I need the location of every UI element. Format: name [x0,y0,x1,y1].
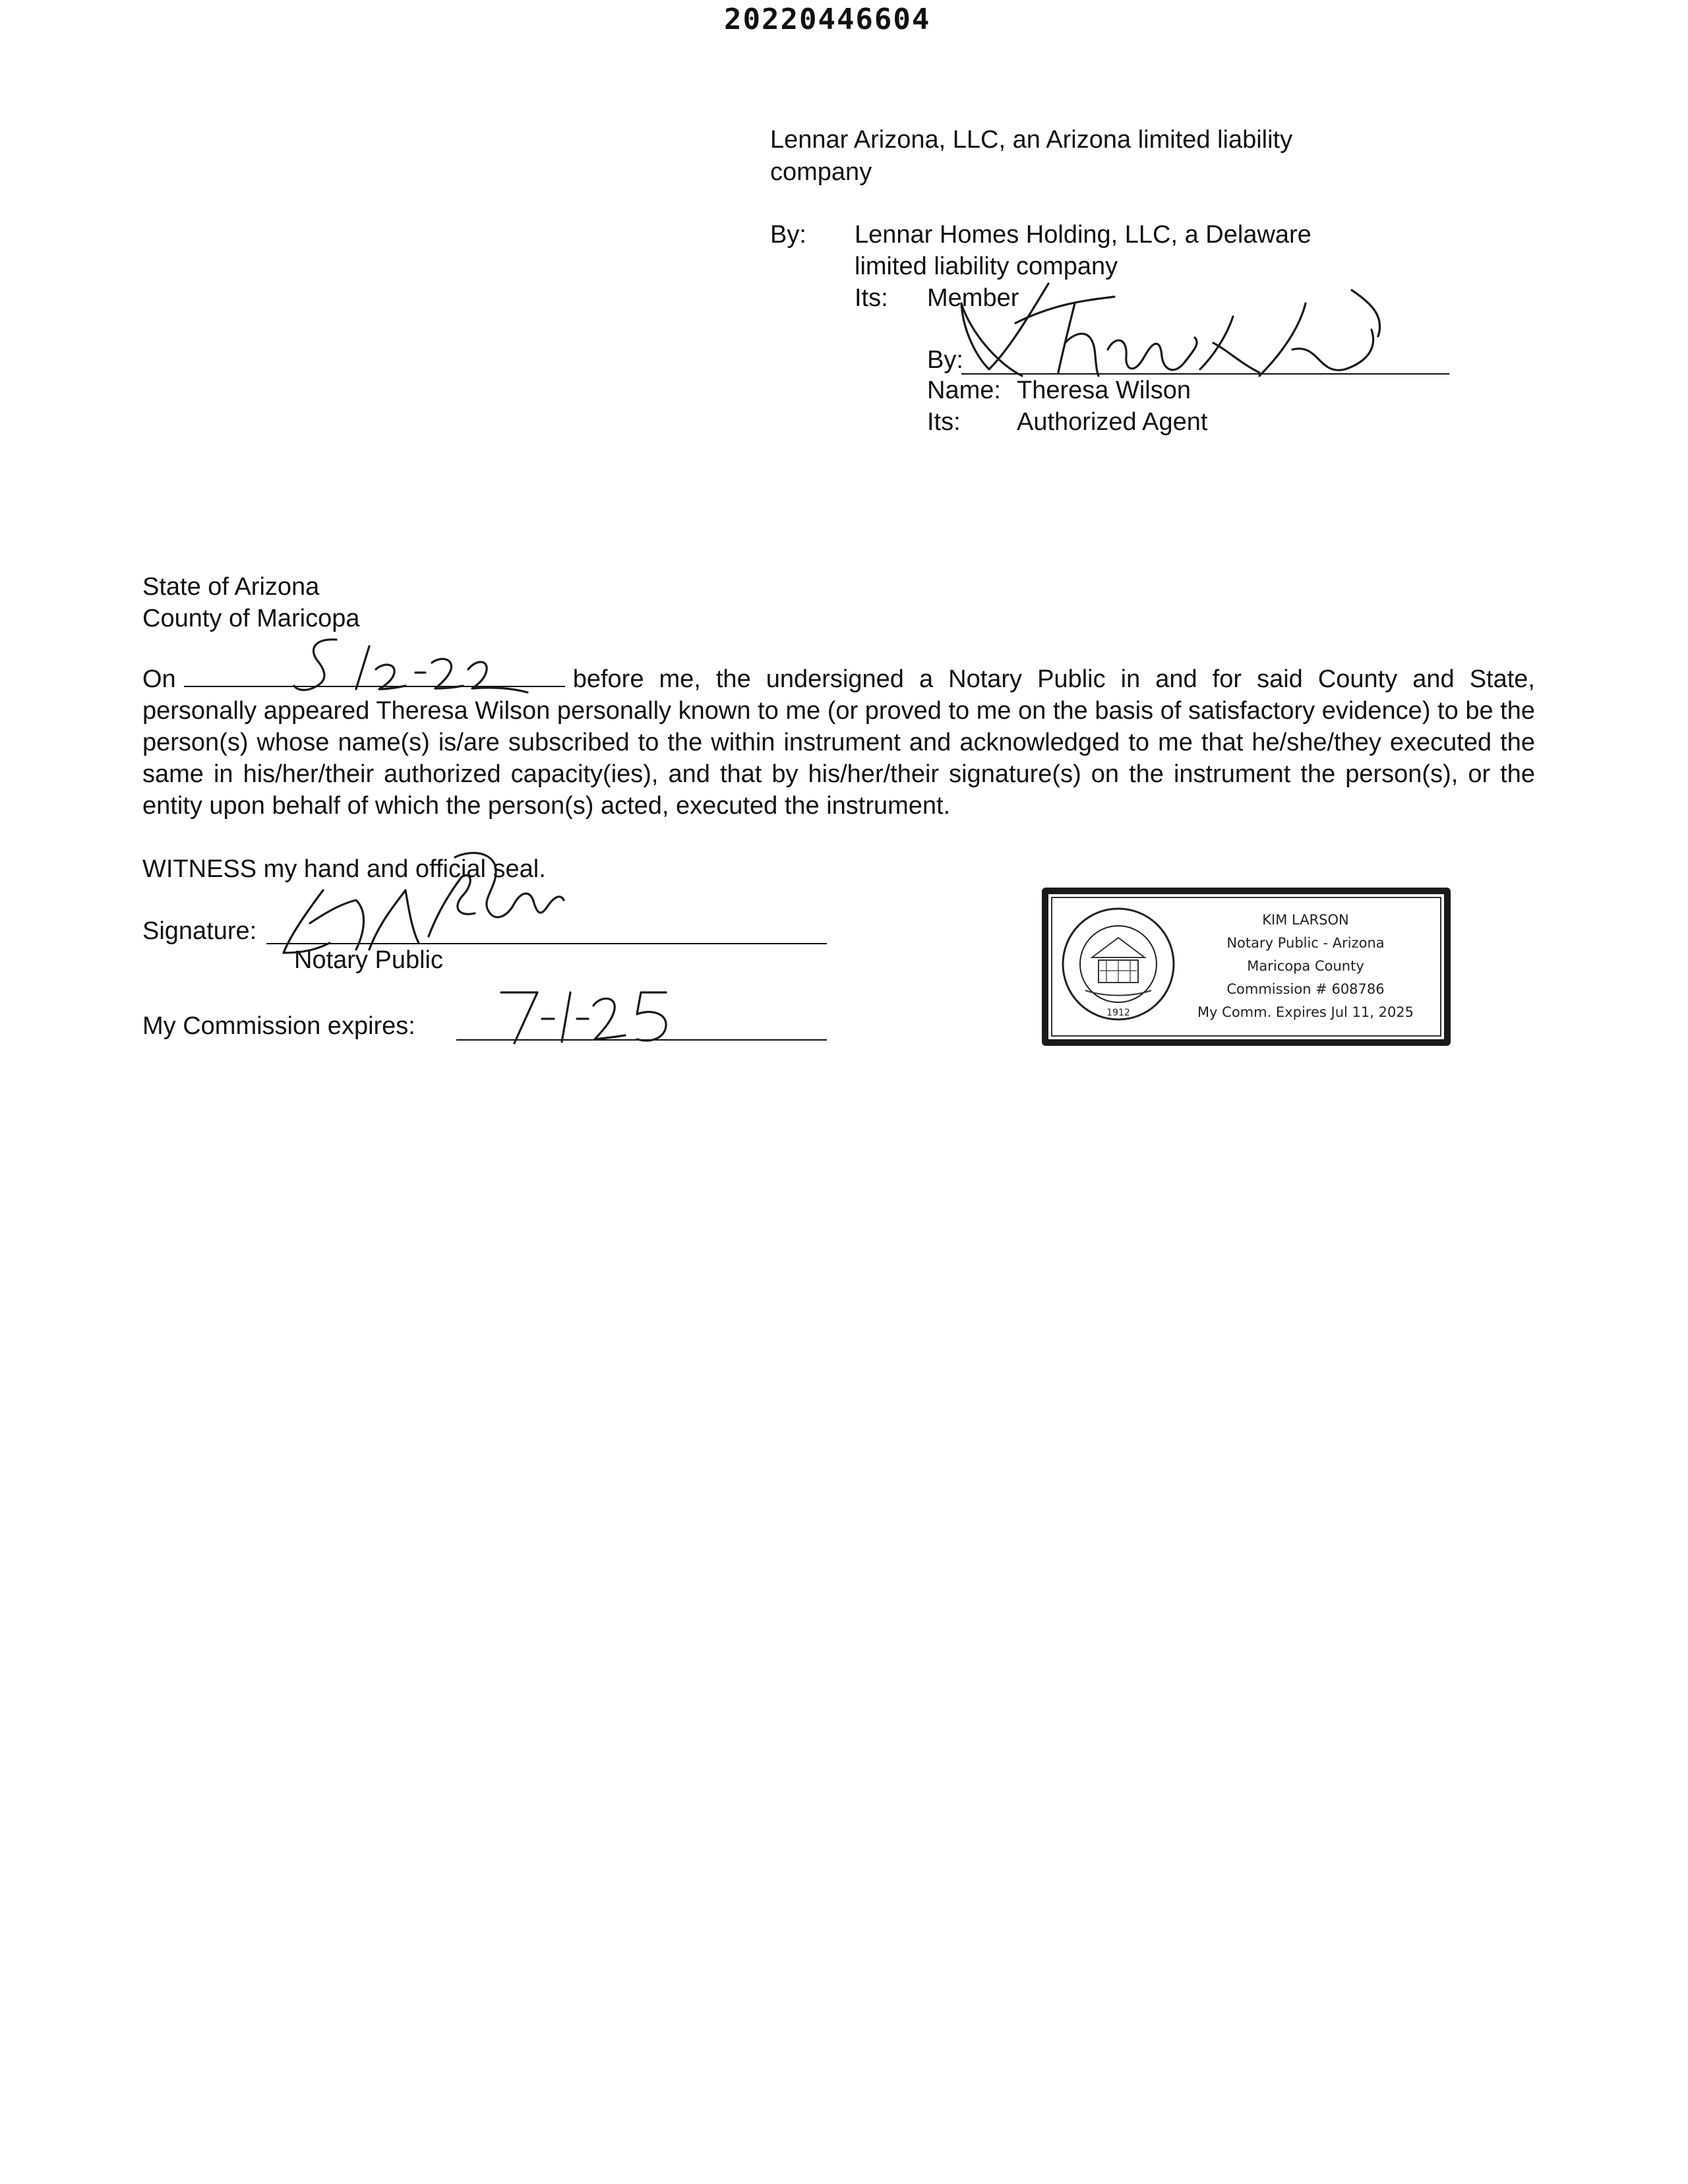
state-seal-emblem-icon [1059,905,1178,1023]
record-number: 20220446604 [724,3,931,36]
state-line: State of Arizona [142,573,320,601]
commission-label: My Commission expires: [142,1012,415,1040]
its-label: Its: [855,284,888,312]
notary-public-label: Notary Public [294,946,443,974]
signature-label: Signature: [142,917,257,945]
signer-by-label: By: [927,346,963,374]
notary-seal [1042,888,1451,1046]
county-line: County of Maricopa [142,605,360,632]
handwritten-date [290,633,541,699]
handwritten-expiry [488,983,686,1048]
seal-expires: My Comm. Expires Jul 11, 2025 [1197,1004,1414,1020]
acknowledgment-body: before me, the undersigned a Notary Public in and for said County and State, personally appeared Theresa Wilson personally known to me (or proved to me on the basis of satisfactory evidence) to be the person(s) whose name(s) is/are subscribed to the within instrument and acknowledged to me that he/she/they executed the same in his/her/their authorized capacity(ies), and that by his/her/their signature(s) on the instrument the person(s), or the entity upon behalf of which the person(s) acted, executed the instrument. [142,665,1535,820]
seal-commission: Commission # 608786 [1226,981,1385,997]
title-label: Its: [927,408,961,436]
member-line2: limited liability company [855,253,1118,280]
name-value: Theresa Wilson [1017,377,1191,404]
title-value: Authorized Agent [1017,408,1208,436]
seal-county: Maricopa County [1247,958,1364,974]
signer-handwritten-signature [950,277,1385,382]
witness-text: WITNESS my hand and official seal. [142,855,546,883]
by-label: By: [770,221,806,249]
entity-name-line2: company [770,158,872,186]
on-label: On [142,665,176,693]
seal-notary-name: KIM LARSON [1262,912,1349,928]
member-line1: Lennar Homes Holding, LLC, a Delaware [855,221,1311,249]
svg-text:1912: 1912 [1106,1008,1130,1018]
entity-name-line1: Lennar Arizona, LLC, an Arizona limited liability [770,126,1293,154]
seal-text [1174,909,1437,1024]
seal-notary-title: Notary Public - Arizona [1226,935,1385,951]
name-label: Name: [927,377,1001,404]
its-value: Member [927,284,1019,312]
